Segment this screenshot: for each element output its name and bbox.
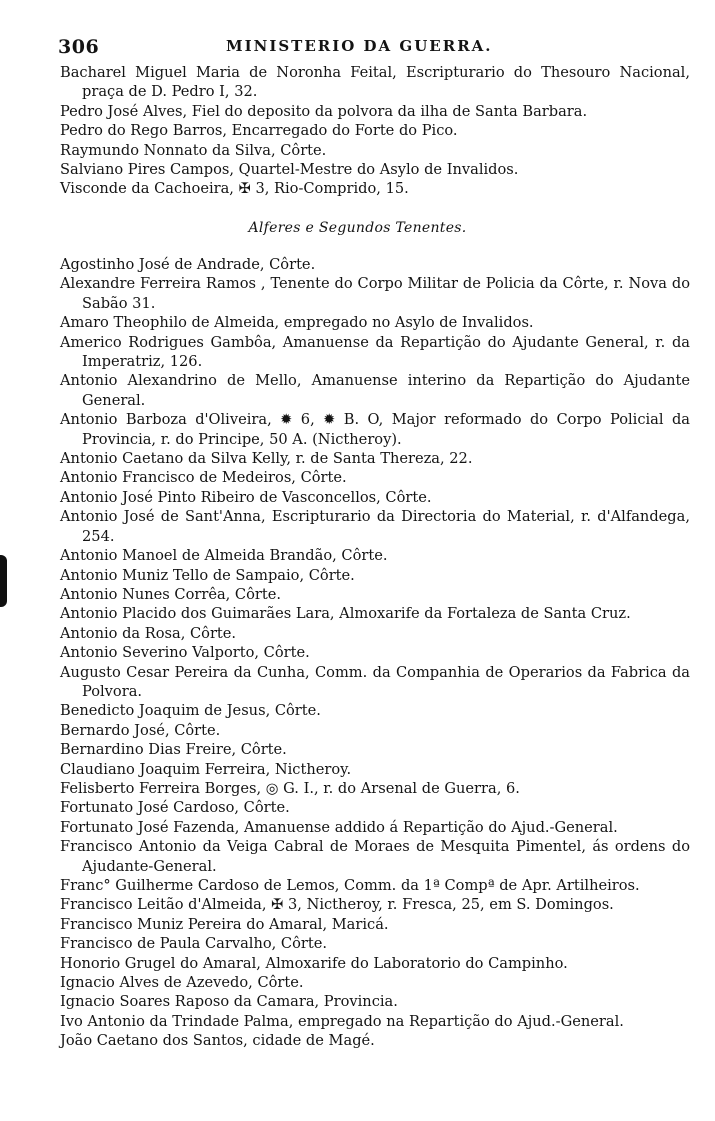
list-entry: Agostinho José de Andrade, Côrte.: [60, 256, 316, 273]
list-entry: João Caetano dos Santos, cidade de Magé.: [60, 1032, 375, 1050]
list-entry: Claudiano Joaquim Ferreira, Nictheroy.: [60, 760, 352, 778]
list-entry: Antonio José Pinto Ribeiro de Vasconcellos, Côrte.: [60, 488, 432, 506]
list-entry: Antonio Alexandrino de Mello, Amanuense interino da Repartição do Ajudante General.: [60, 372, 690, 409]
list-entry: Bernardino Dias Freire, Côrte.: [60, 741, 287, 759]
list-entry: Antonio da Rosa, Côrte.: [60, 624, 237, 642]
page-number: 306: [58, 36, 100, 58]
list-entry: Felisberto Ferreira Borges, ◎ G. I., r. do Arsenal de Guerra, 6.: [60, 779, 520, 797]
list-entry: Raymundo Nonnato da Silva, Côrte.: [60, 141, 327, 159]
ink-smudge: [0, 555, 7, 607]
list-entry: Benedicto Joaquim de Jesus, Côrte.: [60, 702, 321, 720]
list-entry: Antonio José de Sant'Anna, Escripturario da Directoria do Material, r. d'Alfandega, 254.: [60, 508, 690, 545]
top-entry-list: [60, 63, 690, 199]
list-entry: Antonio Caetano da Silva Kelly, r. de Santa Thereza, 22.: [60, 450, 473, 468]
list-entry: Bernardo José, Côrte.: [60, 721, 221, 739]
list-entry: Augusto Cesar Pereira da Cunha, Comm. da Companhia de Operarios da Fabrica da Polvora.: [60, 663, 690, 700]
running-title: MINISTERIO DA GUERRA.: [226, 37, 493, 55]
list-entry: Antonio Manoel de Almeida Brandão, Côrte.: [60, 547, 388, 565]
list-entry: Pedro José Alves, Fiel do deposito da polvora da ilha de Santa Barbara.: [60, 102, 588, 120]
list-entry: Antonio Francisco de Medeiros, Côrte.: [60, 469, 347, 487]
list-entry: Francisco Muniz Pereira do Amaral, Maricá.: [60, 915, 389, 933]
list-entry: Antonio Nunes Corrêa, Côrte.: [60, 585, 282, 603]
section-heading: Alferes e Segundos Tenentes.: [248, 220, 467, 236]
list-entry: Americo Rodrigues Gambôa, Amanuense da Repartição do Ajudante General, r. da Imperatriz, 126.: [60, 333, 690, 371]
list-entry: Pedro do Rego Barros, Encarregado do Forte do Pico.: [60, 122, 458, 140]
list-entry: Ignacio Soares Raposo da Camara, Provincia.: [60, 993, 398, 1011]
list-entry: Visconde da Cachoeira, ✠ 3, Rio-Comprido, 15.: [60, 180, 409, 198]
list-entry: Salviano Pires Campos, Quartel-Mestre do Asylo de Invalidos.: [60, 161, 519, 179]
list-entry: Fortunato José Cardoso, Côrte.: [60, 799, 290, 817]
list-entry: Amaro Theophilo de Almeida, empregado no Asylo de Invalidos.: [60, 314, 534, 332]
entry-list: [60, 255, 690, 1051]
list-entry: Antonio Severino Valporto, Côrte.: [60, 644, 310, 662]
list-entry: Fortunato José Fazenda, Amanuense addido á Repartição do Ajud.-General.: [60, 818, 618, 836]
list-entry: Francisco Leitão d'Almeida, ✠ 3, Nictheroy, r. Fresca, 25, em S. Domingos.: [60, 896, 614, 914]
list-entry: Alexandre Ferreira Ramos , Tenente do Corpo Militar de Policia da Côrte, r. Nova do Sabão 31.: [60, 275, 690, 312]
list-entry: Antonio Placido dos Guimarães Lara, Almoxarife da Fortaleza de Santa Cruz.: [60, 605, 631, 623]
list-entry: Francisco Antonio da Veiga Cabral de Moraes de Mesquita Pimentel, ás ordens do Ajudante-General.: [60, 838, 690, 875]
list-entry: Honorio Grugel do Amaral, Almoxarife do Laboratorio do Campinho.: [60, 954, 568, 972]
list-entry: Bacharel Miguel Maria de Noronha Feital, Escripturario do Thesouro Nacional, praça de D. Pedro I, 32.: [60, 64, 690, 101]
list-entry: Antonio Barboza d'Oliveira, ✹ 6, ✹ B. O, Major reformado do Corpo Policial da Provincia, r. do Principe, 50 A. (Nictheroy).: [60, 411, 690, 448]
list-entry: Ignacio Alves de Azevedo, Côrte.: [60, 974, 304, 992]
list-entry: Ivo Antonio da Trindade Palma, empregado na Repartição do Ajud.-General.: [60, 1012, 624, 1030]
list-entry: Antonio Muniz Tello de Sampaio, Côrte.: [60, 566, 355, 584]
list-entry: Francisco de Paula Carvalho, Côrte.: [60, 935, 328, 953]
list-entry: Franc° Guilherme Cardoso de Lemos, Comm. da 1ª Compª de Apr. Artilheiros.: [60, 877, 640, 894]
